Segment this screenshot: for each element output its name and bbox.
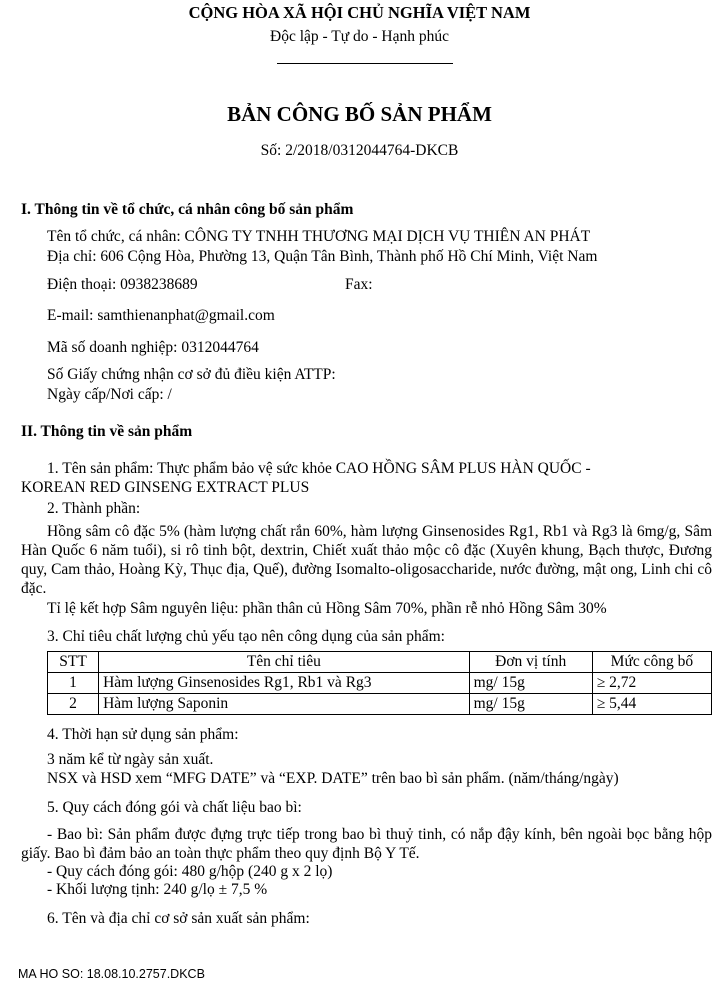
- org-cert: Số Giấy chứng nhận cơ sở đủ điều kiện ATTP:: [47, 366, 336, 383]
- file-code: MA HO SO: 18.08.10.2757.DKCB: [18, 967, 205, 981]
- quality-heading: 3. Chỉ tiêu chất lượng chủ yếu tạo nên công dụng của sản phẩm:: [47, 628, 445, 645]
- table-cell: mg/ 15g: [469, 694, 592, 715]
- table-header-cell: STT: [48, 652, 99, 673]
- dates-text: NSX và HSD xem “MFG DATE” và “EXP. DATE” trên bao bì sản phẩm. (năm/tháng/ngày): [47, 770, 619, 787]
- product-name-line1: 1. Tên sản phẩm: Thực phẩm bảo vệ sức khỏe CAO HỒNG SÂM PLUS HÀN QUỐC -: [47, 460, 591, 477]
- section2-heading: II. Thông tin về sản phẩm: [21, 423, 193, 440]
- shelf-life-heading: 4. Thời hạn sử dụng sản phẩm:: [47, 726, 239, 743]
- section1-heading: I. Thông tin về tổ chức, cá nhân công bố sản phẩm: [21, 201, 354, 218]
- table-cell: mg/ 15g: [469, 673, 592, 694]
- table-cell: Hàm lượng Ginsenosides Rg1, Rb1 và Rg3: [99, 673, 470, 694]
- national-motto: Độc lập - Tự do - Hạnh phúc: [270, 28, 449, 45]
- org-address: Địa chỉ: 606 Cộng Hòa, Phường 13, Quận Tân Bình, Thành phố Hồ Chí Minh, Việt Nam: [47, 248, 598, 265]
- shelf-life-text: 3 năm kể từ ngày sản xuất.: [47, 751, 214, 768]
- header-divider: [277, 63, 453, 64]
- table-header-row: [48, 652, 712, 673]
- product-name-line2: KOREAN RED GINSENG EXTRACT PLUS: [21, 479, 310, 496]
- table-cell: 2: [48, 694, 99, 715]
- table-cell: Hàm lượng Saponin: [99, 694, 470, 715]
- org-email: E-mail: samthienanphat@gmail.com: [47, 307, 275, 324]
- national-title: CỘNG HÒA XÃ HỘI CHỦ NGHĨA VIỆT NAM: [188, 3, 531, 22]
- org-name: Tên tổ chức, cá nhân: CÔNG TY TNHH THƯƠNG MẠI DỊCH VỤ THIÊN AN PHÁT: [47, 228, 591, 245]
- ingredients-text: Hồng sâm cô đặc 5% (hàm lượng chất rắn 60%, hàm lượng Ginsenosides Rg1, Rb1 và Rg3 là 6mg/g, Sâm Hàn Quốc 6 năm tuổi), si rô tinh bột, dextrin, Chiết xuất thảo mộc cô đặc (Xuyên khung, Bạch thược, Đương quy, Cam thảo, Hoàng Kỳ, Thục địa, Quế), đường Isomalto-oligosaccharide, nước đường, mật ong, Linh chi cô đặc.: [21, 523, 712, 597]
- document-title: BẢN CÔNG BỐ SẢN PHẨM: [227, 102, 492, 126]
- org-phone: Điện thoại: 0938238689: [47, 276, 198, 293]
- pack-spec: - Quy cách đóng gói: 480 g/hộp (240 g x 2 lọ): [47, 863, 333, 880]
- table-row: [48, 694, 712, 715]
- document-number: Số: 2/2018/0312044764-DKCB: [260, 142, 459, 159]
- quality-table: [47, 651, 712, 715]
- table-header-cell: Tên chỉ tiêu: [99, 652, 470, 673]
- table-cell: ≥ 2,72: [592, 673, 711, 694]
- packaging-text: - Bao bì: Sản phẩm được đựng trực tiếp trong bao bì thuỷ tinh, có nắp đậy kính, bên ngoài bọc bằng hộp giấy. Bao bì đảm bảo an toàn thực phẩm theo quy định Bộ Y Tế.: [21, 826, 712, 862]
- org-fax: Fax:: [345, 276, 373, 293]
- net-weight: - Khối lượng tịnh: 240 g/lọ ± 7,5 %: [47, 881, 268, 898]
- org-issue: Ngày cấp/Nơi cấp: /: [47, 386, 172, 403]
- table-header-cell: Đơn vị tính: [469, 652, 592, 673]
- table-row: [48, 673, 712, 694]
- table-cell: ≥ 5,44: [592, 694, 711, 715]
- ingredients-heading: 2. Thành phần:: [47, 500, 141, 517]
- org-tax-code: Mã số doanh nghiệp: 0312044764: [47, 339, 259, 356]
- packaging-heading: 5. Quy cách đóng gói và chất liệu bao bì:: [47, 799, 302, 816]
- ginseng-ratio: Tỉ lệ kết hợp Sâm nguyên liệu: phần thân củ Hồng Sâm 70%, phần rễ nhỏ Hồng Sâm 30%: [47, 600, 607, 617]
- manufacturer-heading: 6. Tên và địa chỉ cơ sở sản xuất sản phẩm:: [47, 910, 310, 927]
- table-cell: 1: [48, 673, 99, 694]
- table-header-cell: Mức công bố: [592, 652, 711, 673]
